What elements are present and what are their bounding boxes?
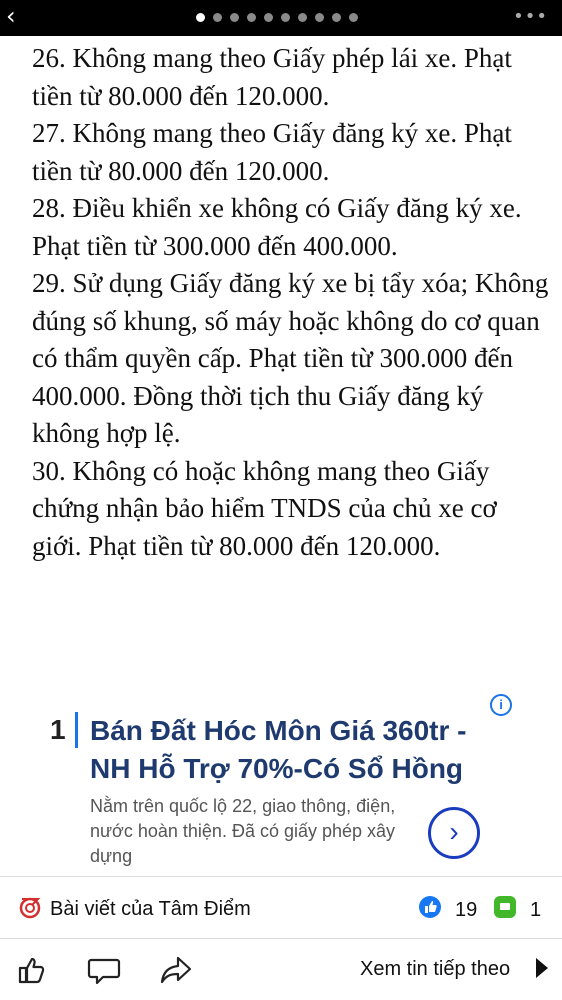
page-dot[interactable] — [332, 13, 341, 22]
publisher-logo-icon — [18, 895, 42, 919]
page-indicator — [196, 13, 358, 23]
like-reaction-icon — [419, 896, 441, 918]
article-body — [32, 40, 552, 565]
divider — [0, 876, 562, 877]
ad-divider — [75, 712, 78, 748]
article-paragraph: 27. Không mang theo Giấy đăng ký xe. Phạt tiền từ 80.000 đến 120.000. — [32, 118, 512, 186]
post-info-bar — [0, 880, 562, 936]
ad-go-button[interactable]: › — [428, 807, 480, 859]
page-dot[interactable] — [281, 13, 290, 22]
page-dot[interactable] — [315, 13, 324, 22]
article-paragraph: 30. Không có hoặc không mang theo Giấy chứng nhận bảo hiểm TNDS của chủ xe cơ giới. Phạt tiền từ 80.000 đến 120.000. — [32, 455, 497, 561]
ad-block[interactable] — [0, 690, 562, 870]
like-count[interactable]: 19 — [455, 899, 478, 921]
next-article-link[interactable]: Xem tin tiếp theo — [360, 958, 511, 980]
page-dot[interactable] — [230, 13, 239, 22]
more-options-icon[interactable]: ••• — [513, 6, 548, 27]
page-dot[interactable] — [196, 13, 205, 22]
page-dot[interactable] — [264, 13, 273, 22]
back-chevron-icon[interactable]: ‹ — [6, 2, 16, 30]
post-author-label[interactable]: Bài viết của Tâm Điểm — [50, 898, 251, 920]
article-paragraph: 29. Sử dụng Giấy đăng ký xe bị tẩy xóa; Không đúng số khung, số máy hoặc không do cơ quan có thẩm quyền cấp. Phạt tiền từ 300.000 đến 400.000. Đồng thời tịch thu Giấy đăng ký không hợp lệ. — [32, 268, 549, 448]
ad-number: 1 — [50, 714, 66, 745]
comment-icon — [494, 896, 516, 918]
play-arrow-icon[interactable] — [536, 958, 548, 978]
page-dot[interactable] — [247, 13, 256, 22]
article-paragraph: 26. Không mang theo Giấy phép lái xe. Phạt tiền từ 80.000 đến 120.000. — [32, 43, 512, 111]
divider — [0, 938, 562, 939]
comment-button-icon[interactable] — [86, 952, 122, 988]
page-dot[interactable] — [349, 13, 358, 22]
like-button-icon[interactable] — [14, 952, 50, 988]
share-button-icon[interactable] — [158, 952, 194, 988]
top-nav-bar — [0, 0, 562, 36]
action-bar — [0, 940, 562, 1000]
page-dot[interactable] — [213, 13, 222, 22]
info-icon[interactable]: i — [490, 694, 512, 716]
page-dot[interactable] — [298, 13, 307, 22]
ad-title[interactable]: Bán Đất Hóc Môn Giá 360tr - NH Hỗ Trợ 70%-Có Sổ Hồng — [90, 715, 467, 784]
ad-description: Nằm trên quốc lộ 22, giao thông, điện, nước hoàn thiện. Đã có giấy phép xây dựng — [90, 796, 396, 866]
article-paragraph: 28. Điều khiển xe không có Giấy đăng ký xe. Phạt tiền từ 300.000 đến 400.000. — [32, 193, 522, 261]
comment-count[interactable]: 1 — [530, 899, 542, 921]
